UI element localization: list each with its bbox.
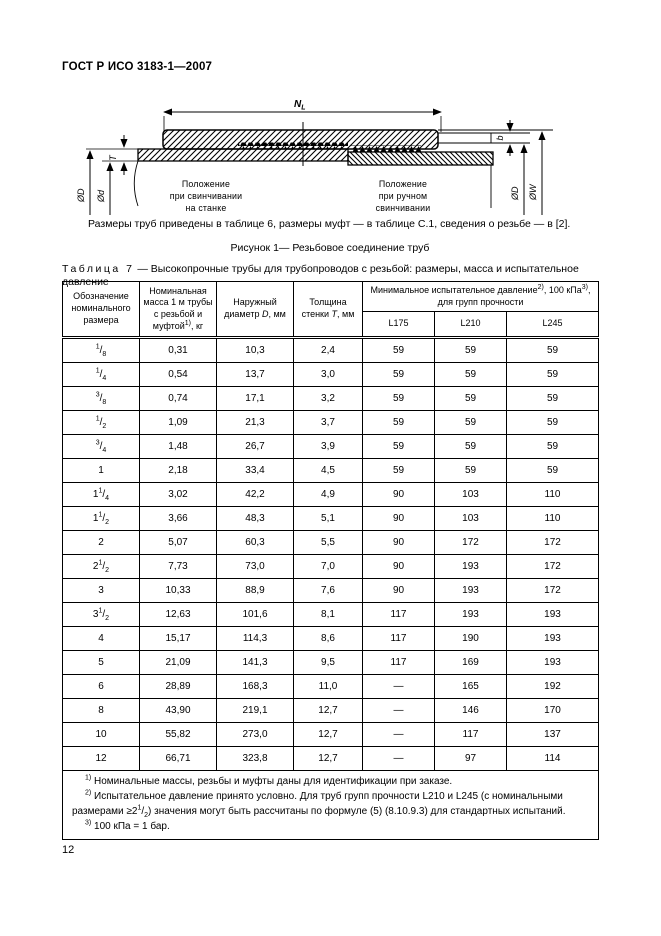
- table-cell: $^3/_4$: [63, 435, 140, 459]
- table-row: [63, 675, 599, 699]
- table-row: [63, 363, 599, 387]
- table-cell: 59: [363, 459, 435, 483]
- table-cell: 59: [507, 411, 599, 435]
- table-row: [63, 435, 599, 459]
- table-cell: 172: [507, 579, 599, 603]
- label-od-inner: Ød: [96, 189, 106, 202]
- table-cell: 90: [363, 531, 435, 555]
- table-cell: 97: [435, 747, 507, 771]
- table-cell: 193: [507, 603, 599, 627]
- table-cell: 110: [507, 507, 599, 531]
- table-cell: 110: [507, 483, 599, 507]
- header-grade-l175: L175: [363, 312, 435, 338]
- table-cell: 9,5: [294, 651, 363, 675]
- table-cell: 192: [507, 675, 599, 699]
- table-cell: 5,1: [294, 507, 363, 531]
- table-cell: 170: [507, 699, 599, 723]
- table-row: [63, 699, 599, 723]
- table-cell: 33,4: [217, 459, 294, 483]
- table-cell: 146: [435, 699, 507, 723]
- footnote-1: $^{1)}$ Номинальные массы, резьбы и муфты даны для идентификации при заказе.: [85, 774, 453, 787]
- figure-caption: Рисунок 1— Резьбовое соединение труб: [230, 242, 430, 254]
- table-cell: 59: [507, 435, 599, 459]
- table-cell: 3,9: [294, 435, 363, 459]
- table-cell: $^1/_8$: [63, 338, 140, 363]
- table-cell: 10,3: [217, 338, 294, 363]
- table-cell: 7,0: [294, 555, 363, 579]
- table-cell: 2,18: [140, 459, 217, 483]
- table-cell: 59: [363, 435, 435, 459]
- table-cell: 59: [435, 435, 507, 459]
- table-row: [63, 627, 599, 651]
- table-cell: 55,82: [140, 723, 217, 747]
- table-cell: 59: [435, 387, 507, 411]
- pipe-right-section: [348, 152, 493, 165]
- table-cell: 6: [63, 675, 140, 699]
- table-cell: 168,3: [217, 675, 294, 699]
- table-cell: 5,5: [294, 531, 363, 555]
- table-cell: 165: [435, 675, 507, 699]
- table-cell: 141,3: [217, 651, 294, 675]
- table-cell: 172: [507, 555, 599, 579]
- header-grade-l210: L210: [435, 312, 507, 338]
- table-row: [63, 651, 599, 675]
- header-size: Обозначение номинального размера: [63, 282, 140, 338]
- table-cell: 0,74: [140, 387, 217, 411]
- pipe-data-table: [62, 281, 599, 840]
- table-cell: 13,7: [217, 363, 294, 387]
- table-cell: 0,31: [140, 338, 217, 363]
- table-cell: 219,1: [217, 699, 294, 723]
- table-cell: 7,73: [140, 555, 217, 579]
- svg-text:при ручном: при ручном: [378, 191, 428, 201]
- table-cell: 5,07: [140, 531, 217, 555]
- table-cell: 59: [435, 411, 507, 435]
- table-header: [63, 282, 599, 338]
- standard-designation: ГОСТ Р ИСО 3183-1—2007: [62, 61, 213, 73]
- table-cell: 0,54: [140, 363, 217, 387]
- table-cell: 114,3: [217, 627, 294, 651]
- table-cell: 117: [363, 627, 435, 651]
- table-cell: 59: [435, 459, 507, 483]
- table-cell: 88,9: [217, 579, 294, 603]
- header-grade-l245: L245: [507, 312, 599, 338]
- table-cell: 1: [63, 459, 140, 483]
- table-cell: 101,6: [217, 603, 294, 627]
- table-cell: 4,9: [294, 483, 363, 507]
- table-row: [63, 603, 599, 627]
- thread-teeth-left: [238, 143, 348, 150]
- header-diameter: Наружный диаметр D, мм: [217, 282, 294, 338]
- table-cell: 103: [435, 507, 507, 531]
- table-cell: 10,33: [140, 579, 217, 603]
- table-cell: —: [363, 747, 435, 771]
- table-cell: 48,3: [217, 507, 294, 531]
- table-footnotes: [63, 771, 599, 840]
- table-cell: 193: [435, 603, 507, 627]
- table-row: [63, 411, 599, 435]
- table-cell: $^1/_2$: [63, 411, 140, 435]
- table-row: [63, 531, 599, 555]
- table-cell: $3^1/_2$: [63, 603, 140, 627]
- table-cell: 90: [363, 579, 435, 603]
- table-cell: 28,89: [140, 675, 217, 699]
- table-cell: $1^1/_4$: [63, 483, 140, 507]
- table-cell: 4,5: [294, 459, 363, 483]
- table-row: [63, 555, 599, 579]
- table-cell: 1,09: [140, 411, 217, 435]
- table-cell: 8: [63, 699, 140, 723]
- table-cell: 59: [363, 363, 435, 387]
- table-cell: 193: [507, 627, 599, 651]
- table-cell: 3,2: [294, 387, 363, 411]
- table-cell: 59: [507, 363, 599, 387]
- table-row: [63, 747, 599, 771]
- table-cell: 11,0: [294, 675, 363, 699]
- footnote-3: $^{3)}$ 100 кПа = 1 бар.: [85, 819, 170, 832]
- svg-text:Положение: Положение: [378, 179, 428, 189]
- table-cell: 59: [363, 411, 435, 435]
- table-caption-text: — Высокопрочные трубы для трубопроводов с резьбой: размеры, масса и испытательное давление: [62, 263, 579, 288]
- label-b: b: [495, 135, 505, 141]
- svg-text:на станке: на станке: [185, 203, 227, 213]
- table-cell: 59: [363, 338, 435, 363]
- table-cell: —: [363, 723, 435, 747]
- table-cell: $1^1/_2$: [63, 507, 140, 531]
- header-wall: Толщина стенки Т, мм: [294, 282, 363, 338]
- table-cell: 323,8: [217, 747, 294, 771]
- table-cell: 193: [507, 651, 599, 675]
- label-od-left: ØD: [76, 188, 86, 202]
- table-cell: $^1/_4$: [63, 363, 140, 387]
- table-cell: 60,3: [217, 531, 294, 555]
- table-cell: 103: [435, 483, 507, 507]
- table-cell: 117: [363, 651, 435, 675]
- table-cell: 137: [507, 723, 599, 747]
- table-cell: 169: [435, 651, 507, 675]
- page-number: 12: [62, 844, 75, 856]
- caption-machine-tight: [170, 179, 243, 213]
- table-row: [63, 579, 599, 603]
- table-cell: 5: [63, 651, 140, 675]
- table-cell: 172: [507, 531, 599, 555]
- table-cell: 117: [435, 723, 507, 747]
- table-cell: 10: [63, 723, 140, 747]
- table-cell: 3,7: [294, 411, 363, 435]
- table-cell: 90: [363, 483, 435, 507]
- header-mass: Номинальная масса 1 м трубы с резьбой и муфтой$^{1)}$, кг: [140, 282, 217, 338]
- label-t: Т: [108, 155, 118, 161]
- figure-drawing: [58, 90, 606, 222]
- table-cell: 117: [363, 603, 435, 627]
- table-cell: 59: [363, 387, 435, 411]
- table-cell: 7,6: [294, 579, 363, 603]
- label-od-right: ØD: [510, 186, 520, 200]
- table-caption-label: Таблица 7: [62, 263, 135, 275]
- table-cell: 172: [435, 531, 507, 555]
- table-cell: 59: [435, 363, 507, 387]
- table-cell: —: [363, 675, 435, 699]
- svg-text:при свинчивании: при свинчивании: [169, 191, 243, 201]
- thread-teeth-right: [351, 146, 421, 153]
- table-cell: 21,3: [217, 411, 294, 435]
- intro-paragraph: Размеры труб приведены в таблице 6, размеры муфт — в таблице С.1, сведения о резьбе — в [2].: [88, 218, 571, 230]
- label-ow: ØW: [528, 184, 538, 200]
- table-row: [63, 338, 599, 363]
- table-cell: 3,0: [294, 363, 363, 387]
- pipe-left-section: [138, 149, 348, 161]
- label-nl: $N_L$: [294, 99, 306, 112]
- table-cell: 2: [63, 531, 140, 555]
- table-cell: 1,48: [140, 435, 217, 459]
- table-cell: 42,2: [217, 483, 294, 507]
- header-pressure-group: Минимальное испытательное давление$^{2)}$, 100 кПа$^{3)}$, для групп прочности: [363, 282, 599, 312]
- table-cell: 17,1: [217, 387, 294, 411]
- table-cell: 193: [435, 579, 507, 603]
- table-cell: 43,90: [140, 699, 217, 723]
- table-cell: 12,7: [294, 747, 363, 771]
- table-cell: 273,0: [217, 723, 294, 747]
- table-cell: 59: [507, 338, 599, 363]
- table-row: [63, 483, 599, 507]
- svg-text:свинчивании: свинчивании: [375, 203, 431, 213]
- table-cell: 3,66: [140, 507, 217, 531]
- table-cell: 3: [63, 579, 140, 603]
- table-cell: 114: [507, 747, 599, 771]
- dim-t: [86, 135, 138, 175]
- table-row: [63, 507, 599, 531]
- table-cell: 66,71: [140, 747, 217, 771]
- table-cell: 12,7: [294, 699, 363, 723]
- table-row: [63, 459, 599, 483]
- table-cell: 73,0: [217, 555, 294, 579]
- table-cell: 59: [435, 338, 507, 363]
- table-row: [63, 387, 599, 411]
- svg-text:Положение: Положение: [181, 179, 231, 189]
- table-cell: 3,02: [140, 483, 217, 507]
- pipe-break-line: [134, 161, 138, 206]
- table-cell: 2,4: [294, 338, 363, 363]
- table-cell: 21,09: [140, 651, 217, 675]
- table-cell: 26,7: [217, 435, 294, 459]
- table-cell: 59: [507, 459, 599, 483]
- table-cell: 90: [363, 507, 435, 531]
- table-cell: 12,63: [140, 603, 217, 627]
- table-cell: 8,6: [294, 627, 363, 651]
- footnote-2: $^{2)}$ Испытательное давление принято условно. Для труб групп прочности L210 и L245 (с номинальными размерами $\ge 2^1/_2$) значения могут быть рассчитаны по формуле (5) (8.10.9.3) для стандартных испытаний.: [72, 789, 566, 819]
- table-cell: $^3/_8$: [63, 387, 140, 411]
- table-cell: 90: [363, 555, 435, 579]
- table-cell: 193: [435, 555, 507, 579]
- table-cell: 12: [63, 747, 140, 771]
- table-row: [63, 723, 599, 747]
- figure-threaded-connection: [58, 90, 606, 222]
- table-cell: 190: [435, 627, 507, 651]
- table-cell: 4: [63, 627, 140, 651]
- table-cell: 15,17: [140, 627, 217, 651]
- table-cell: 12,7: [294, 723, 363, 747]
- caption-hand-tight: [376, 179, 431, 213]
- table-body: [63, 338, 599, 771]
- table-cell: 8,1: [294, 603, 363, 627]
- table-cell: 59: [507, 387, 599, 411]
- table-cell: $2^1/_2$: [63, 555, 140, 579]
- table-cell: —: [363, 699, 435, 723]
